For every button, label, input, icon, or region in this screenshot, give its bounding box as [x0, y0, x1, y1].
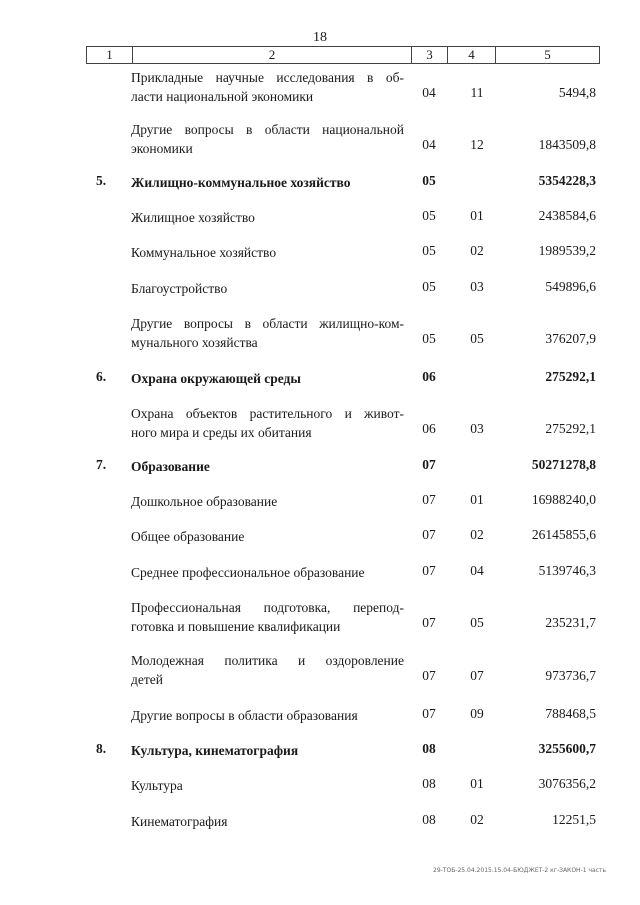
row-amount: 1989539,2 — [538, 243, 596, 258]
row-name — [131, 598, 404, 636]
row-name-line: ного мира и среды их обитания — [131, 425, 312, 440]
row-name-line: Другие вопросы в области жилищно-ком- — [131, 316, 404, 331]
row-name — [131, 651, 404, 689]
row-subsection-code: 02 — [470, 243, 484, 258]
row-amount: 5139746,3 — [538, 563, 596, 578]
row-name-line: Общее образование — [131, 529, 245, 544]
header-col-1: 1 — [106, 47, 113, 62]
row-subsection-code: 01 — [470, 208, 484, 223]
row-amount: 2438584,6 — [538, 208, 596, 223]
row-name — [131, 243, 404, 262]
row-subsection-code: 12 — [470, 137, 484, 152]
row-name-line: Другие вопросы в области образования — [131, 708, 358, 723]
row-subsection-code: 04 — [470, 563, 484, 578]
row-name — [131, 706, 404, 725]
row-section-code: 08 — [422, 741, 436, 756]
row-amount: 3255600,7 — [538, 741, 596, 756]
row-name — [131, 279, 404, 298]
row-amount: 5494,8 — [558, 85, 596, 100]
row-name-line: Благоустройство — [131, 281, 228, 296]
row-section-code: 07 — [422, 615, 436, 630]
row-name — [131, 68, 404, 106]
row-amount: 26145855,6 — [531, 527, 596, 542]
page-number: 18 — [313, 30, 327, 45]
row-subsection-code: 02 — [470, 812, 484, 827]
row-name-line: Профессиональная подготовка, перепод- — [131, 600, 404, 615]
row-name — [131, 173, 404, 192]
row-subsection-code: 07 — [470, 668, 484, 683]
row-number: 7. — [96, 457, 107, 472]
row-name — [131, 369, 404, 388]
row-name — [131, 120, 404, 158]
row-subsection-code: 05 — [470, 615, 484, 630]
row-amount: 3076356,2 — [538, 776, 596, 791]
row-name-line: Молодежная политика и оздоровление — [131, 653, 404, 668]
row-name — [131, 527, 404, 546]
row-amount: 16988240,0 — [531, 492, 596, 507]
row-name-line: Охрана окружающей среды — [131, 371, 301, 386]
row-number: 6. — [96, 369, 107, 384]
row-subsection-code: 03 — [470, 279, 484, 294]
row-name-line: Жилищное хозяйство — [131, 210, 255, 225]
row-subsection-code: 01 — [470, 776, 484, 791]
row-name-line: Кинематография — [131, 814, 228, 829]
row-section-code: 07 — [422, 457, 436, 472]
row-name — [131, 492, 404, 511]
row-amount: 5354228,3 — [538, 173, 596, 188]
table-header — [86, 46, 600, 64]
row-name-line: ласти национальной экономики — [131, 89, 314, 104]
row-section-code: 05 — [422, 173, 436, 188]
row-number: 5. — [96, 173, 107, 188]
row-name — [131, 457, 404, 476]
row-name — [131, 741, 404, 760]
row-name-line: Культура, кинематография — [131, 743, 299, 758]
header-col-4: 4 — [447, 47, 495, 63]
row-amount: 788468,5 — [545, 706, 596, 721]
row-section-code: 05 — [422, 208, 436, 223]
row-section-code: 08 — [422, 812, 436, 827]
row-name-line: Жилищно-коммунальное хозяйство — [131, 175, 351, 190]
row-amount: 376207,9 — [545, 331, 596, 346]
row-amount: 235231,7 — [545, 615, 596, 630]
row-section-code: 05 — [422, 331, 436, 346]
row-section-code: 07 — [422, 527, 436, 542]
row-name-line: Культура — [131, 778, 183, 793]
row-name-line: Среднее профессиональное образование — [131, 565, 365, 580]
row-section-code: 04 — [422, 137, 436, 152]
row-name-line: Прикладные научные исследования в об- — [131, 70, 404, 85]
row-section-code: 07 — [422, 563, 436, 578]
row-amount: 50271278,8 — [531, 457, 596, 472]
row-section-code: 08 — [422, 776, 436, 791]
row-subsection-code: 03 — [470, 421, 484, 436]
row-amount: 1843509,8 — [538, 137, 596, 152]
row-name-line: мунального хозяйства — [131, 335, 258, 350]
row-name-line: готовка и повышение квалификации — [131, 619, 341, 634]
row-amount: 973736,7 — [545, 668, 596, 683]
row-name-line: Образование — [131, 459, 210, 474]
row-name-line: Охрана объектов растительного и живот- — [131, 406, 404, 421]
row-name — [131, 314, 404, 352]
row-name — [131, 812, 404, 831]
row-section-code: 07 — [422, 492, 436, 507]
row-subsection-code: 09 — [470, 706, 484, 721]
header-col-5: 5 — [495, 47, 599, 63]
row-name — [131, 563, 404, 582]
row-subsection-code: 11 — [470, 85, 484, 100]
row-name — [131, 404, 404, 442]
row-name-line: детей — [131, 672, 163, 687]
row-section-code: 04 — [422, 85, 436, 100]
row-subsection-code: 01 — [470, 492, 484, 507]
row-section-code: 07 — [422, 668, 436, 683]
row-section-code: 07 — [422, 706, 436, 721]
footer-code: 29-ТОБ-25.04.2015.15.04-БЮДЖЕТ-2 кг-ЗАКОН-1 часть — [433, 867, 606, 874]
row-number: 8. — [96, 741, 107, 756]
row-amount: 275292,1 — [545, 369, 596, 384]
row-amount: 549896,6 — [545, 279, 596, 294]
row-name-line: экономики — [131, 141, 193, 156]
row-section-code: 06 — [422, 421, 436, 436]
row-subsection-code: 05 — [470, 331, 484, 346]
row-amount: 12251,5 — [552, 812, 596, 827]
row-name — [131, 776, 404, 795]
row-name-line: Другие вопросы в области национальной — [131, 122, 404, 137]
header-col-2: 2 — [132, 47, 411, 63]
row-name — [131, 208, 404, 227]
row-section-code: 05 — [422, 243, 436, 258]
row-name-line: Дошкольное образование — [131, 494, 278, 509]
row-name-line: Коммунальное хозяйство — [131, 245, 277, 260]
row-section-code: 05 — [422, 279, 436, 294]
row-section-code: 06 — [422, 369, 436, 384]
header-col-3: 3 — [411, 47, 447, 63]
row-amount: 275292,1 — [545, 421, 596, 436]
row-subsection-code: 02 — [470, 527, 484, 542]
